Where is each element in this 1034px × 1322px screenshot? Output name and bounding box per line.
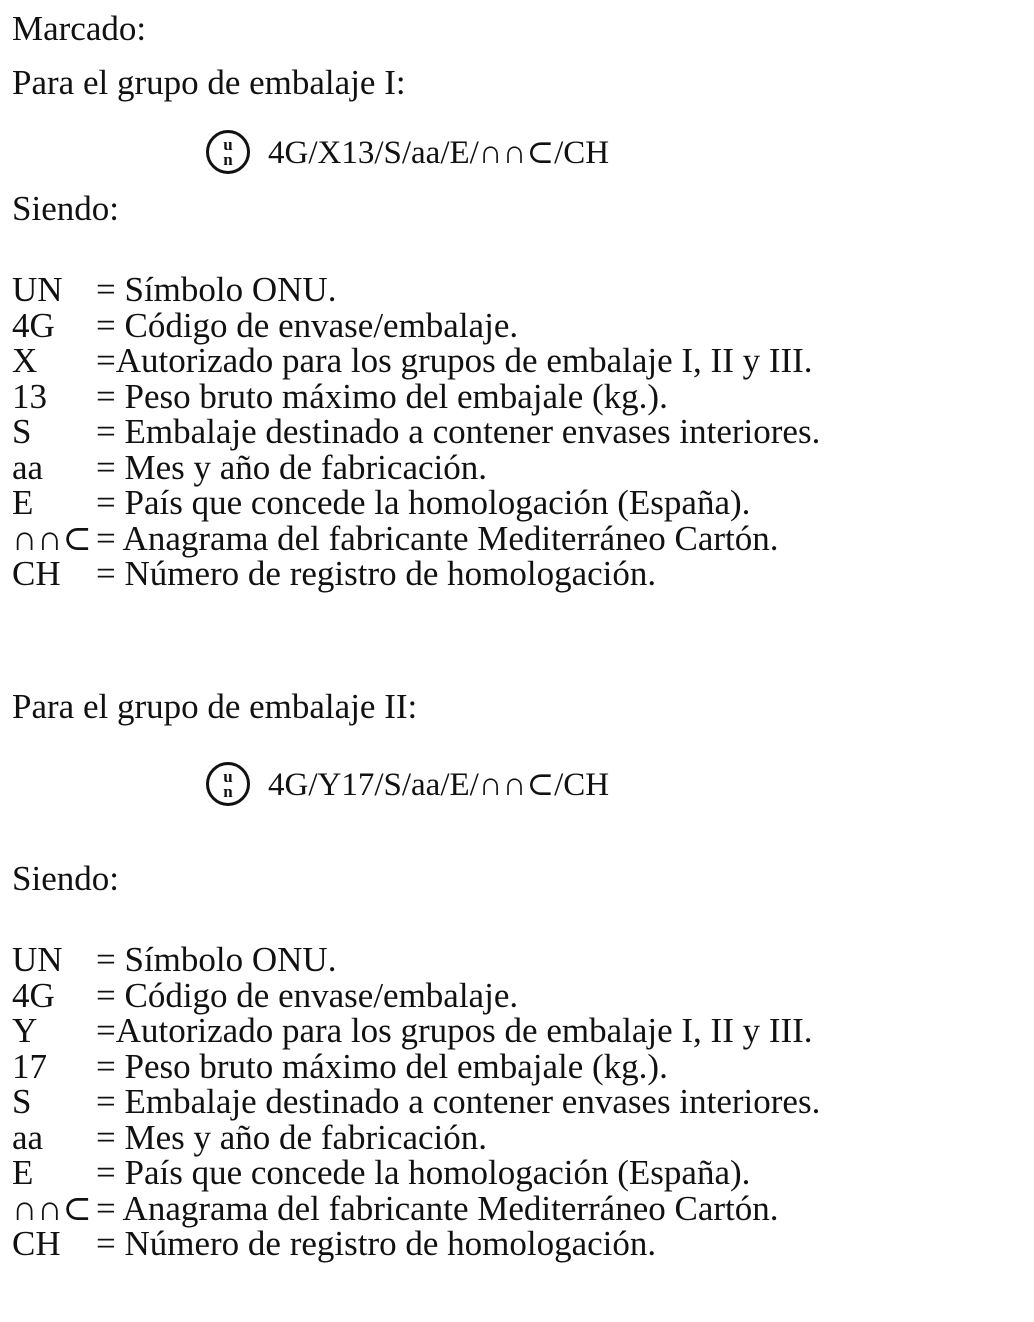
legend-item (12, 414, 820, 450)
legend-description: = Peso bruto máximo del embajale (kg.). (96, 1046, 668, 1086)
legend-key: 13 (12, 376, 47, 416)
heading: Marcado: (12, 9, 147, 48)
legend-item (12, 1155, 820, 1191)
legend-item (12, 1084, 820, 1120)
legend-item (12, 305, 820, 345)
section-title: Para el grupo de embalaje II: (12, 687, 418, 726)
legend-description: = Mes y año de fabricación. (96, 1117, 487, 1157)
legend-key: 17 (12, 1046, 47, 1086)
legend-description: = Código de envase/embalaje. (96, 305, 519, 345)
un-bottom: n (223, 782, 233, 801)
section-title: Para el grupo de embalaje I: (12, 63, 406, 102)
legend-description: = Mes y año de fabricación. (96, 447, 487, 487)
legend-description: = Peso bruto máximo del embajale (kg.). (96, 376, 668, 416)
legend-item (12, 518, 820, 558)
siendo-label: Siendo: (12, 189, 119, 228)
legend-item (12, 975, 820, 1015)
un-symbol-icon (206, 130, 250, 174)
legend-key: S (12, 1082, 32, 1121)
legend-description: = País que concede la homologación (España). (96, 483, 751, 522)
legend-description: =Autorizado para los grupos de embalaje I, II y III. (96, 1011, 813, 1050)
legend-key: aa (12, 1117, 44, 1157)
legend-item (12, 942, 820, 978)
un-symbol-icon (206, 762, 250, 806)
legend-description: =Autorizado para los grupos de embalaje I, II y III. (96, 341, 813, 380)
legend-item (12, 1117, 820, 1157)
code-text: 4G/X13/S/aa/E/∩∩⊂/CH (268, 135, 610, 171)
legend-key: E (12, 1153, 34, 1192)
legend-description: = Símbolo ONU. (96, 270, 337, 309)
legend-key: X (12, 341, 38, 380)
legend-item (12, 447, 820, 487)
legend-description: = Embalaje destinado a contener envases interiores. (96, 1082, 821, 1121)
legend-description: = Símbolo ONU. (96, 940, 337, 979)
legend-description: = País que concede la homologación (España). (96, 1153, 751, 1192)
legend-key: ∩∩⊂ (12, 518, 92, 558)
legend-key: E (12, 483, 34, 522)
legend-item (12, 376, 820, 416)
legend-key: 4G (12, 305, 55, 345)
marking-code (206, 762, 609, 806)
un-top: u (223, 135, 233, 154)
legend-description: = Anagrama del fabricante Mediterráneo Cartón. (96, 1188, 779, 1228)
legend-item (12, 1226, 820, 1262)
legend-key: aa (12, 447, 44, 487)
legend-item (12, 485, 820, 521)
legend-item (12, 1046, 820, 1086)
legend-key: UN (12, 940, 63, 979)
legend-key: Y (12, 1011, 38, 1050)
legend-item (12, 343, 820, 379)
legend-key: CH (12, 1224, 61, 1263)
marking-code (206, 130, 609, 174)
legend-description: = Número de registro de homologación. (96, 1224, 657, 1263)
legend-key: UN (12, 270, 63, 309)
legend-key: CH (12, 554, 61, 593)
legend-description: = Número de registro de homologación. (96, 554, 657, 593)
un-top: u (223, 767, 233, 786)
legend-description: = Anagrama del fabricante Mediterráneo Cartón. (96, 518, 779, 558)
legend-item (12, 1013, 820, 1049)
siendo-label: Siendo: (12, 859, 119, 898)
legend-key: 4G (12, 975, 55, 1015)
legend-list (12, 272, 820, 592)
code-text: 4G/Y17/S/aa/E/∩∩⊂/CH (268, 767, 610, 803)
legend-list (12, 942, 820, 1262)
legend-description: = Código de envase/embalaje. (96, 975, 519, 1015)
legend-item (12, 556, 820, 592)
legend-key: S (12, 412, 32, 451)
legend-description: = Embalaje destinado a contener envases interiores. (96, 412, 821, 451)
legend-item (12, 272, 820, 308)
legend-item (12, 1188, 820, 1228)
legend-key: ∩∩⊂ (12, 1188, 92, 1228)
un-bottom: n (223, 150, 233, 169)
